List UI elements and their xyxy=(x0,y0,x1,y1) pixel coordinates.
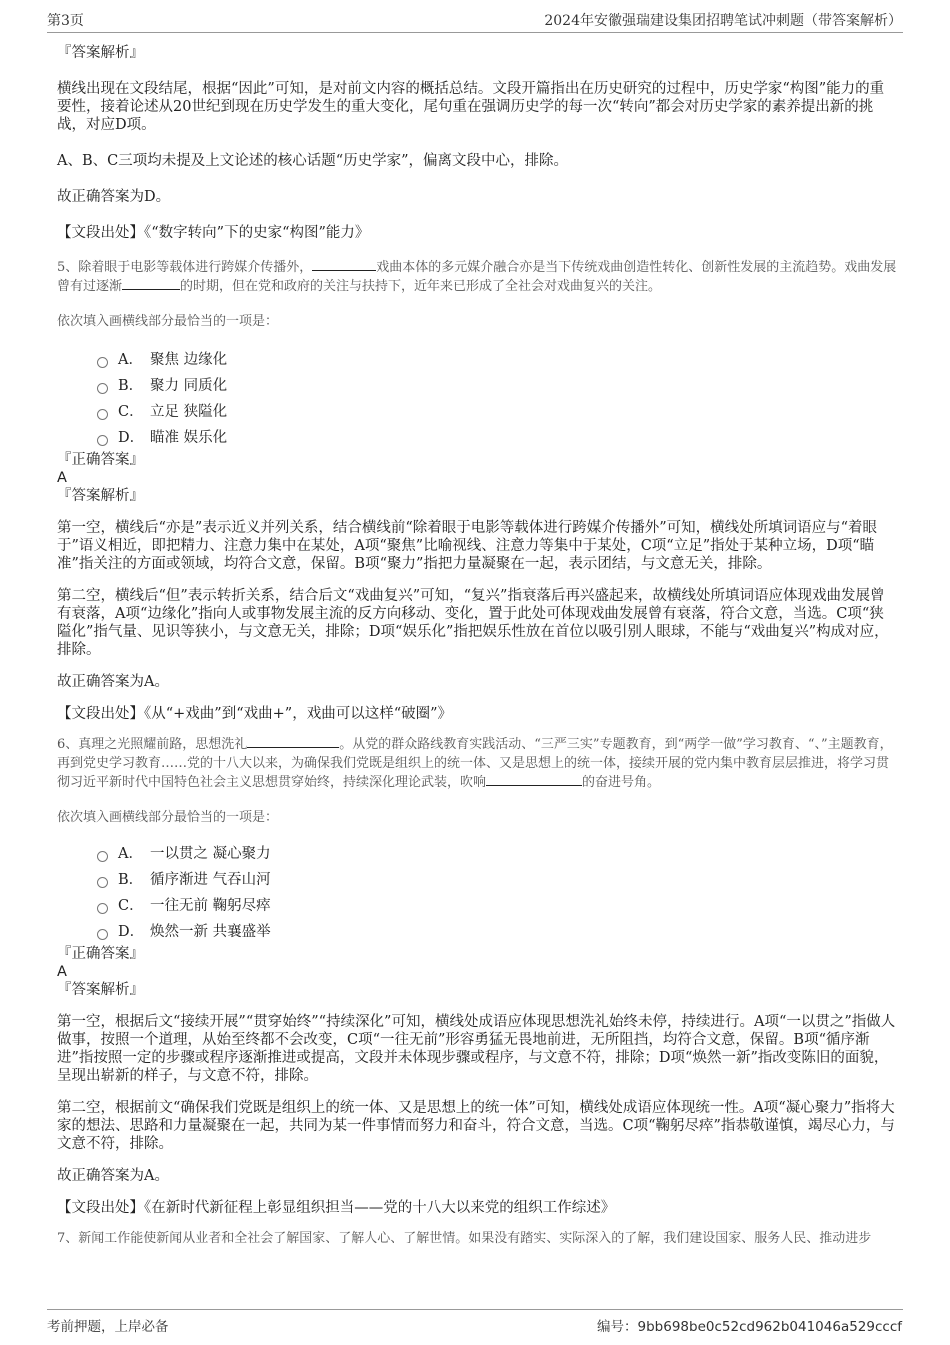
q5-options xyxy=(97,347,897,451)
radio-button-icon[interactable] xyxy=(97,435,108,446)
document-title: 2024年安徽强瑞建设集团招聘笔试冲刺题（带答案解析） xyxy=(544,13,902,29)
q6-option-a[interactable] xyxy=(97,841,897,867)
q5-analysis-paragraph-2: 第二空，横线后“但”表示转折关系，结合后文“戏曲复兴”可知，“复兴”指衰落后再兴盛起来，故横线处所填词语应体现戏曲发展曾有衰落，A项“边缘化”指向人或事物发展主流的反方向移动、变化，置于此处可体现戏曲发展曾有衰落，符合文意，当选。C项“狭隘化”指气量、见识等狭小，与文意无关，排除；D项“娱乐化”指把娱乐性放在首位以吸引别人眼球，不能与“戏曲复兴”构成对应，排除。 xyxy=(57,588,889,658)
q6-analysis-paragraph-1: 第一空，根据后文“接续开展”“贯穿始终”“持续深化”可知，横线处成语应体现思想洗礼始终未停，持续进行。A项“一以贯之”指做人做事，按照一个道理，从始至终都不会改变，C项“一往无前”形容勇猛无畏地前进，无所阻挡，均符合文意，保留。B项“循序渐进”指按照一定的步骤或程序逐渐推进或提高，文段并未体现步骤或程序，与文意不符，排除；D项“焕然一新”指改变陈旧的面貌，呈现出崭新的样子，与文意不符，排除。 xyxy=(57,1014,896,1084)
q4-source: 【文段出处】《“数字转向”下的史家“构图”能力》 xyxy=(57,225,370,241)
radio-button-icon[interactable] xyxy=(97,851,108,862)
document-code-label: 编号： xyxy=(597,1319,638,1335)
option-letter: D． xyxy=(118,924,145,940)
q6-options xyxy=(97,841,897,945)
q6-answer-label: 『正确答案』 xyxy=(57,946,144,962)
option-text: 立足 狭隘化 xyxy=(150,404,228,420)
q4-analysis-label: 『答案解析』 xyxy=(57,45,144,61)
q5-analysis-paragraph-1: 第一空，横线后“亦是”表示近义并列关系，结合横线前“除着眼于电影等载体进行跨媒介传播外”可知，横线处所填词语应与“着眼于”语义相近，即把精力、注意力集中在某处，A项“聚焦”比喻视线、注意力等集中于某处，C项“立足”指处于某种立场，D项“瞄准”指关注的方面或领域，均符合文意，保留。B项“聚力”指把力量凝聚在一起，表示团结，与文意无关，排除。 xyxy=(57,520,878,572)
q5-answer-label: 『正确答案』 xyxy=(57,452,144,468)
page-footer xyxy=(0,1305,950,1345)
q5-blank-2 xyxy=(122,277,180,290)
q4-analysis-paragraph-1: 横线出现在文段结尾，根据“因此”可知，是对前文内容的概括总结。文段开篇指出在历史研究的过程中，历史学家“构图”能力的重要性，接着论述从20世纪到现在历史学发生的重大变化，尾句重在强调历史学的每一次“转向”都会对历史学家的素养提出新的挑战，对应D项。 xyxy=(57,81,885,133)
q5-analysis-label: 『答案解析』 xyxy=(57,488,144,504)
option-text: 瞄准 娱乐化 xyxy=(150,430,228,446)
q5-blank-1 xyxy=(312,258,376,271)
header-divider xyxy=(47,32,903,33)
option-text: 一往无前 鞠躬尽瘁 xyxy=(150,898,271,914)
q5-option-c[interactable] xyxy=(97,399,897,425)
q5-option-b[interactable] xyxy=(97,373,897,399)
option-text: 聚力 同质化 xyxy=(150,378,228,394)
page-header xyxy=(0,0,950,34)
radio-button-icon[interactable] xyxy=(97,409,108,420)
radio-button-icon[interactable] xyxy=(97,383,108,394)
q4-conclusion: 故正确答案为D。 xyxy=(57,189,171,205)
footer-slogan: 考前押题，上岸必备 xyxy=(47,1319,169,1335)
q6-stem-part-3: 的奋进号角。 xyxy=(582,775,661,790)
q5-stem-part-1: 5、除着眼于电影等载体进行跨媒介传播外， xyxy=(57,260,313,275)
q5-stem xyxy=(57,258,897,296)
document-code-value: 9bb698be0c52cd962b041046a529cccf xyxy=(637,1319,902,1335)
q6-blank-2 xyxy=(486,773,582,786)
q6-stem-part-1: 6、真理之光照耀前路，思想洗礼 xyxy=(57,737,248,752)
radio-button-icon[interactable] xyxy=(97,877,108,888)
q6-analysis-paragraph-2: 第二空，根据前文“确保我们党既是组织上的统一体、又是思想上的统一体”可知，横线处成语应体现统一性。A项“凝心聚力”指将大家的想法、思路和力量凝聚在一起，共同为某一件事情而努力和奋斗，符合文意，当选。C项“鞠躬尽瘁”指恭敬谨慎，竭尽心力，与文意不符，排除。 xyxy=(57,1100,895,1152)
q6-option-d[interactable] xyxy=(97,919,897,945)
q5-instruction: 依次填入画横线部分最恰当的一项是： xyxy=(57,314,279,329)
option-text: 焕然一新 共襄盛举 xyxy=(150,924,271,940)
option-letter: C． xyxy=(118,404,144,420)
q6-stem xyxy=(57,735,897,792)
q5-option-d[interactable] xyxy=(97,425,897,451)
document-body xyxy=(57,44,897,1248)
option-text: 循序渐进 气吞山河 xyxy=(150,872,271,888)
q4-analysis-paragraph-2: A、B、C三项均未提及上文论述的核心话题“历史学家”，偏离文段中心，排除。 xyxy=(57,153,569,169)
q6-answer: A xyxy=(57,964,67,980)
option-text: 聚焦 边缘化 xyxy=(150,352,228,368)
radio-button-icon[interactable] xyxy=(97,903,108,914)
q5-conclusion: 故正确答案为A。 xyxy=(57,674,169,690)
option-letter: B． xyxy=(118,872,144,888)
radio-button-icon[interactable] xyxy=(97,929,108,940)
option-letter: A． xyxy=(118,352,143,368)
q6-instruction: 依次填入画横线部分最恰当的一项是： xyxy=(57,810,279,825)
option-letter: D． xyxy=(118,430,145,446)
footer-divider xyxy=(47,1309,903,1310)
option-letter: B． xyxy=(118,378,144,394)
option-letter: C． xyxy=(118,898,144,914)
page-number: 第3页 xyxy=(47,13,84,29)
q6-conclusion: 故正确答案为A。 xyxy=(57,1168,169,1184)
document-code xyxy=(597,1315,902,1335)
q5-answer: A xyxy=(57,470,67,486)
q7-stem: 7、新闻工作能使新闻从业者和全社会了解国家、了解人心、了解世情。如果没有踏实、实际深入的了解，我们建设国家、服务人民、推动进步 xyxy=(57,1231,872,1246)
q5-stem-part-2: 戏曲本体的多元媒介融合亦是当下传统戏曲创造性转化、创新性发展的主流趋势。戏曲发展曾有过逐渐 xyxy=(57,260,897,294)
q6-option-c[interactable] xyxy=(97,893,897,919)
q6-blank-1 xyxy=(247,735,339,748)
q5-option-a[interactable] xyxy=(97,347,897,373)
q6-option-b[interactable] xyxy=(97,867,897,893)
radio-button-icon[interactable] xyxy=(97,357,108,368)
q6-analysis-label: 『答案解析』 xyxy=(57,982,144,998)
q5-source: 【文段出处】《从“+戏曲”到“戏曲+”，戏曲可以这样“破圈”》 xyxy=(57,706,453,722)
q6-stem-part-2: 。从党的群众路线教育实践活动、“三严三实”专题教育，到“两学一做”学习教育、“、”主题教育，再到党史学习教育……党的十八大以来，为确保我们党既是组织上的统一体、又是思想上的统一体，接续开展的党内集中教育层层推进，将学习贯彻习近平新时代中国特色社会主义思想贯穿始终，持续深化理论武装，吹响 xyxy=(57,737,893,790)
option-letter: A． xyxy=(118,846,143,862)
q5-stem-part-3: 的时期，但在党和政府的关注与扶持下，近年来已形成了全社会对戏曲复兴的关注。 xyxy=(180,279,662,294)
option-text: 一以贯之 凝心聚力 xyxy=(150,846,271,862)
q6-source: 【文段出处】《在新时代新征程上彰显组织担当——党的十八大以来党的组织工作综述》 xyxy=(57,1200,616,1216)
